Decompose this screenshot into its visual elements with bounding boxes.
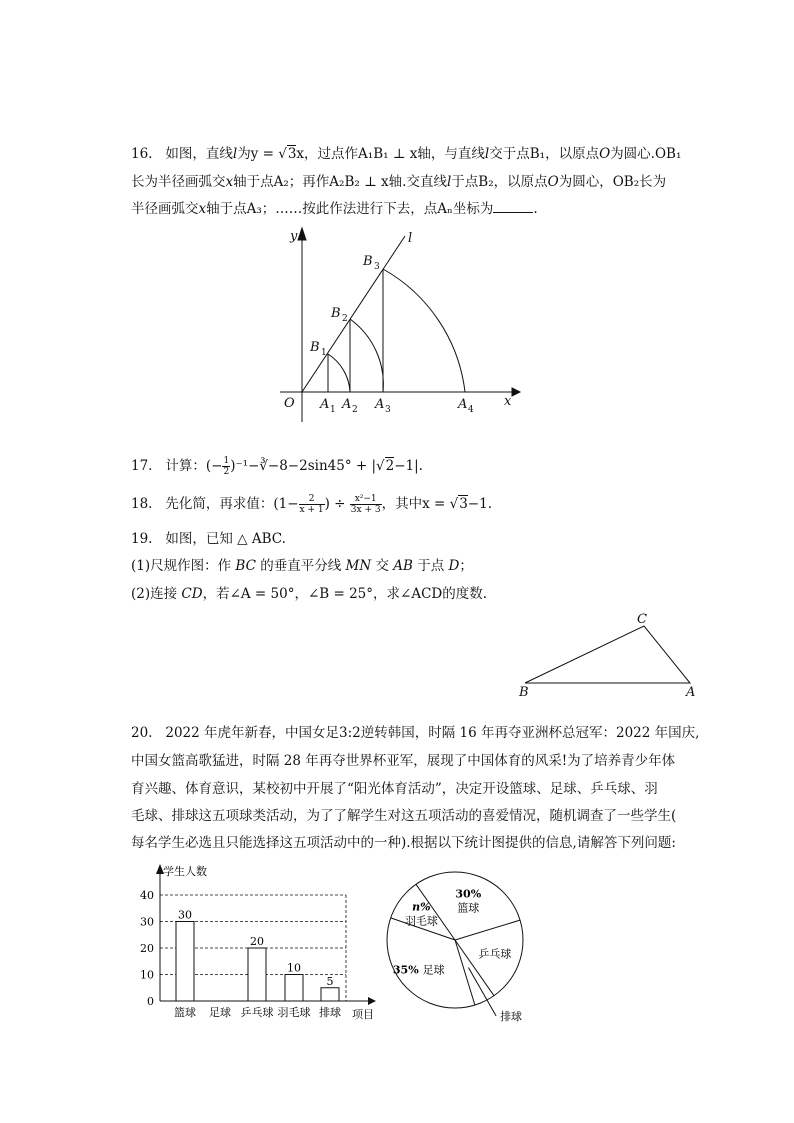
var-x: x	[198, 201, 207, 217]
var-l: l	[484, 146, 490, 162]
q16-line1: 16. 如图，直线l为y = √3x，过点作A₁B₁ ⊥ x轴，与直线l交于点B₁，以原点O为圆心.OB₁	[131, 146, 682, 162]
q19-text: ；	[459, 558, 473, 574]
label-B2-sub: 2	[342, 314, 348, 324]
q20-line4	[131, 806, 676, 826]
q19-part2	[131, 584, 487, 604]
label-B3: B	[363, 254, 373, 269]
q19-text: 于点	[417, 558, 445, 574]
q19-text: ，若∠A = 50°，∠B = 25°，求∠ACD的度数.	[202, 586, 488, 602]
label-A: A	[686, 685, 696, 698]
bar	[321, 988, 339, 1001]
q18-text: ，其中x =	[381, 496, 446, 512]
q19-part1	[131, 556, 473, 576]
q16-number: 16.	[131, 146, 153, 162]
q19-text: 交	[375, 558, 389, 574]
label-B: B	[519, 685, 529, 698]
label-A1: A	[320, 397, 330, 412]
label-B1-sub: 1	[321, 348, 327, 358]
x-axis-arrow	[512, 388, 520, 396]
q18-text: −1.	[467, 496, 492, 512]
label-A4: A	[458, 397, 468, 412]
arc-B3A4	[383, 269, 465, 392]
q20-line3	[131, 779, 658, 799]
label-C: C	[637, 612, 647, 627]
var-AB: AB	[393, 558, 413, 574]
fraction-2	[350, 494, 382, 515]
q20-line2	[131, 751, 675, 771]
pie-chart	[380, 858, 560, 1028]
bar-ytick-label: 20	[140, 942, 154, 955]
q18: 18. 先化简，再求值：(1− $\frac{2}{x + 1}$ ) ÷ $\frac{\text{x²−1}}{3x + 3}$ ，其中x = √3−1.	[131, 494, 492, 515]
frac-den: 2	[223, 467, 230, 477]
q20-text: 每名学生必选且只能选择这五项活动中的一种).根据以下统计图提供的信息,请解答下列问题:	[131, 835, 676, 851]
q18-number: 18.	[131, 496, 153, 512]
bar	[176, 922, 194, 1002]
q20-line1	[131, 723, 699, 743]
answer-blank	[493, 200, 533, 213]
q17: 17. 计算：(− $\frac{1}{2}$ )⁻¹−∛−8−2sin45° + |√2−1|.	[131, 456, 423, 477]
q16-text: x，过点作A₁B₁ ⊥ x轴，与直线	[296, 146, 485, 162]
q16-text: 轴于点A₃；……按此作法进行下去，点Aₙ坐标为	[206, 201, 494, 217]
label-A1-sub: 1	[330, 405, 336, 415]
arc-B1A2	[328, 354, 350, 392]
q16-text: 于点B₂，以原点	[451, 174, 548, 190]
triangle-figure	[510, 606, 710, 698]
q19-line1	[131, 529, 286, 549]
pie-percent-label: n%	[412, 900, 431, 914]
bar-ytick-label: 0	[147, 995, 154, 1008]
bar-ytick-label: 40	[140, 889, 154, 902]
sqrt-3: 3	[287, 146, 297, 162]
q19-text: (2)连接	[131, 586, 178, 602]
bar-xlabel: 项目	[352, 1008, 374, 1021]
label-O: O	[284, 396, 295, 411]
var-l: l	[232, 146, 238, 162]
bar-chart	[125, 858, 380, 1028]
q17-text: )⁻¹−∛−8−2sin45° + |	[230, 458, 377, 474]
bar	[248, 948, 266, 1001]
q16-line2	[131, 172, 666, 192]
q20-text: 毛球、排球这五项球类活动，为了了解学生对这五项活动的喜爱情况，随机调查了一些学生(	[131, 808, 677, 824]
q16-text: 为y =	[237, 146, 274, 162]
bar-ytick-label: 10	[140, 968, 154, 982]
label-x: x	[504, 394, 512, 409]
bar-data-label: 10	[287, 961, 301, 975]
var-D: D	[448, 558, 460, 574]
pie-percent-label: 35%	[392, 963, 419, 977]
frac-den: x + 1	[299, 505, 324, 515]
q16-text: 轴于点A₂；再作A₂B₂ ⊥ x轴.交直线	[233, 174, 447, 190]
pie-slice-label: 篮球	[457, 901, 480, 915]
bar-category-label: 排球	[319, 1006, 341, 1019]
label-A2: A	[342, 397, 352, 412]
bar-data-label: 20	[250, 935, 264, 948]
q20-text: 2022 年虎年新春，中国女足3:2逆转韩国，时隔 16 年再夺亚洲杯总冠军：2022 年国庆,	[165, 725, 700, 741]
q16-text: 为圆心.OB₁	[610, 146, 682, 162]
q20-text: 育兴趣、体育意识，某校初中开展了“阳光体育活动”，决定开设篮球、足球、乒乓球、羽	[131, 781, 658, 797]
pie-slice-label: 足球	[422, 963, 445, 977]
q16-text: 半径画弧交	[131, 201, 199, 217]
arc-B2A3	[350, 319, 383, 392]
bar-category-label: 羽毛球	[277, 1006, 311, 1019]
figure-16	[270, 222, 530, 422]
q19-number: 19.	[131, 531, 153, 547]
q16-line3	[131, 199, 538, 219]
var-CD: CD	[181, 586, 203, 602]
frac-num: 2	[299, 494, 325, 505]
q19-text: (1)尺规作图：作	[131, 558, 232, 574]
q20-line5	[131, 833, 676, 853]
q20-text: 中国女篮高歌猛进，时隔 28 年再夺世界杯亚军，展现了中国体育的风采!为了培养青少年体	[131, 753, 676, 769]
label-B2: B	[331, 306, 341, 321]
line-l	[302, 236, 405, 392]
q19-text: 如图，已知 △ ABC.	[165, 531, 286, 547]
var-O: O	[547, 174, 559, 190]
frac-den: 3x + 3	[350, 505, 381, 515]
q18-text: ) ÷	[324, 496, 346, 512]
var-l: l	[446, 174, 452, 190]
bar	[285, 975, 303, 1002]
bar-data-label: 30	[178, 908, 192, 922]
label-l: l	[408, 231, 413, 246]
pie-slice-label: 乒乓球	[478, 947, 512, 961]
var-x: x	[225, 174, 234, 190]
bar-category-label: 乒乓球	[240, 1006, 274, 1019]
var-O: O	[599, 146, 611, 162]
fraction-1	[299, 494, 325, 515]
q18-text: 先化简，再求值：(1−	[165, 496, 299, 512]
label-A3: A	[375, 397, 385, 412]
triangle-ABC	[525, 626, 690, 683]
bar-category-label: 篮球	[174, 1006, 196, 1019]
q16-text: 如图，直线	[165, 146, 233, 162]
bar-ytick-label: 30	[140, 915, 154, 929]
frac-num: x²−1	[350, 494, 382, 505]
bar-x-arrow	[368, 997, 376, 1005]
sqrt-2: 2	[385, 458, 395, 474]
q17-number: 17.	[131, 458, 153, 474]
label-A3-sub: 3	[385, 405, 391, 415]
bar-data-label: 5	[326, 974, 334, 988]
q16-text: 长为半径画弧交	[131, 174, 226, 190]
pie-slice-label: 排球	[500, 1009, 523, 1023]
y-axis-arrow	[298, 228, 306, 240]
q16-text: 交于点B₁，以原点	[489, 146, 600, 162]
label-A2-sub: 2	[352, 405, 358, 415]
label-A4-sub: 4	[468, 405, 474, 415]
q16-text: 为圆心，OB₂长为	[558, 174, 667, 190]
label-B3-sub: 3	[374, 262, 380, 272]
q16-text: .	[533, 201, 538, 217]
pie-slice-label: 羽毛球	[404, 914, 438, 928]
bar-category-label: 足球	[209, 1006, 231, 1019]
bar-ylabel: 学生人数	[163, 865, 207, 878]
q17-text: 计算：(−	[165, 458, 223, 474]
q19-text: 的垂直平分线	[260, 558, 342, 574]
var-MN: MN	[345, 558, 372, 574]
label-B1: B	[310, 340, 320, 355]
q17-text: −1|.	[394, 458, 423, 474]
pie-percent-label: 30%	[455, 887, 482, 901]
label-y: y	[290, 229, 298, 244]
frac-num: 1	[223, 456, 230, 466]
q20-number: 20.	[131, 725, 153, 741]
var-BC: BC	[235, 558, 256, 574]
sqrt-3: 3	[459, 496, 468, 512]
